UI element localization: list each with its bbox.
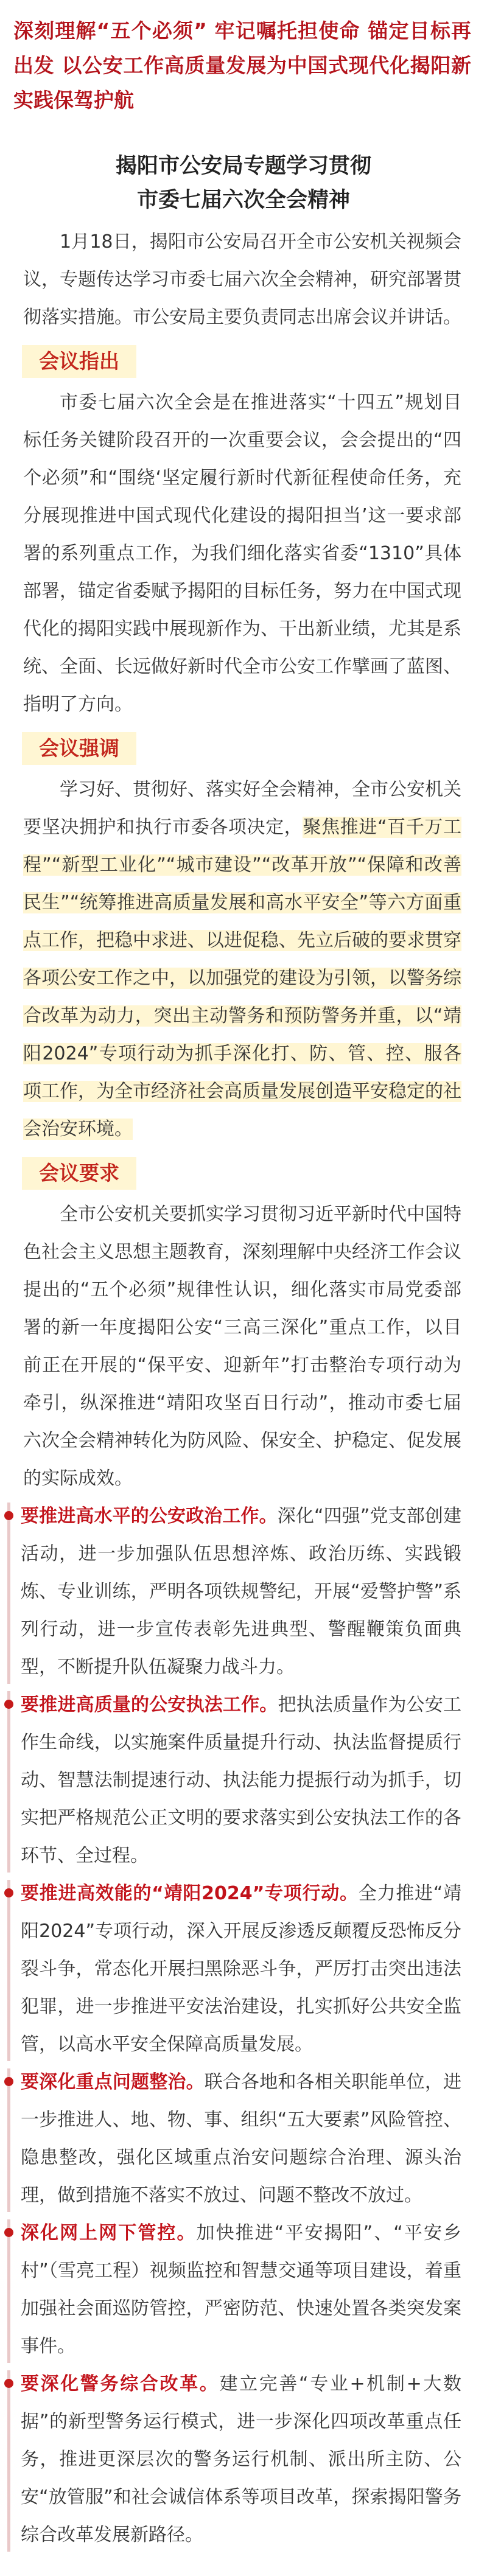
requirement-item [7, 2215, 461, 2365]
requirement-lead: 要推进高效能的“靖阳2024”专项行动。 [21, 1883, 359, 1904]
subheading-line-1: 揭阳市公安局专题学习贯彻 [115, 154, 371, 178]
requirement-lead: 要深化警务综合改革。 [21, 2373, 220, 2395]
timeline-rail [7, 1691, 10, 1873]
bullet-dot-icon [4, 1700, 13, 1709]
headline: 深刻理解“五个必须” 牢记嘱托担使命 锚定目标再出发 以公安工作高质量发展为中国式现代化揭阳新实践保驾护航 [13, 19, 471, 112]
timeline-rail [7, 1880, 10, 2061]
requirement-item [7, 1875, 461, 2064]
emphasis-text: 学习好、贯彻好、落实好全会精神，全市公安机关要坚决拥护和执行市委各项决定， [23, 779, 461, 838]
bullet-dot-icon [4, 2228, 13, 2237]
requirement-item [7, 1498, 461, 1686]
bullet-dot-icon [4, 2077, 13, 2086]
timeline-rail [7, 2219, 10, 2363]
requirement-text: 深化“四强”党支部创建活动，进一步加强队伍思想淬炼、政治历练、实践锻炼、专业训练，严明各项铁规警纪，开展“爱警护警”系列行动，进一步宣传表彰先进典型、警醒鞭策负面典型，不断提升队伍凝聚力战斗力。 [21, 1506, 461, 1678]
requirement-lead: 要推进高水平的公安政治工作。 [21, 1506, 278, 1527]
emphasis-paragraph [0, 771, 487, 1148]
section-tag-emphasis: 会议强调 [22, 732, 136, 765]
timeline-rail [7, 2370, 10, 2552]
bullet-dot-icon [4, 2379, 13, 2388]
emphasis-highlight-text: 聚焦推进“百千万工程”“新型工业化”“城市建设”“改革开放”“保障和改善民生”“统筹推进高质量发展和高水平安全”等六方面重点工作，把稳中求进、以进促稳、先立后破的要求贯穿各项公安工作之中，以加强党的建设为引领，以警务综合改革为动力，突出主动警务和预防警务并重，以“靖阳2024”专项行动为抓手深化打、防、管、控、服各项工作，为全市经济社会高质量发展创造平安稳定的社会治安环境。 [23, 817, 462, 1140]
bullet-dot-icon [4, 1888, 13, 1897]
requirement-text: 全力推进“靖阳2024”专项行动，深入开展反渗透反颠覆反恐怖反分裂斗争，常态化开展扫黑除恶斗争，严厉打击突出违法犯罪，进一步推进平安法治建设，扎实抓好公共安全监管，以高水平安全保障高质量发展。 [21, 1883, 462, 2055]
section-tag-points: 会议指出 [22, 345, 136, 378]
requirement-lead: 深化网上网下管控。 [21, 2222, 197, 2244]
requirement-item [7, 2365, 461, 2554]
intro-paragraph: 1月18日，揭阳市公安局召开全市公安机关视频会议，专题传达学习市委七届六次全会精神，研究部署贯彻落实措施。市公安局主要负责同志出席会议并讲话。 [23, 231, 461, 328]
timeline-rail [7, 1503, 10, 1684]
timeline-rail [7, 2068, 10, 2212]
subheading-block [0, 149, 487, 217]
section-tag-requirements: 会议要求 [22, 1157, 136, 1190]
requirement-item [7, 1686, 461, 1875]
requirement-text: 加快推进“平安揭阳”、“平安乡村”（雪亮工程）视频监控和智慧交通等项目建设，着重加强社会面巡防管控，严密防范、快速处置各类突发案事件。 [21, 2222, 461, 2357]
requirement-text: 把执法质量作为公安工作生命线，以实施案件质量提升行动、执法监督提质行动、智慧法制提速行动、执法能力提振行动为抓手，切实把严格规范公正文明的要求落实到公安执法工作的各环节、全过程。 [21, 1694, 462, 1866]
bullet-dot-icon [4, 1511, 13, 1520]
requirement-lead: 要推进高质量的公安执法工作。 [21, 1694, 278, 1716]
requirements-paragraph: 全市公安机关要抓实学习贯彻习近平新时代中国特色社会主义思想主题教育，深刻理解中央经济工作会议提出的“五个必须”规律性认识，细化落实市局党委部署的新一年度揭阳公安“三高三深化”重点工作，以目前正在开展的“保平安、迎新年”打击整治专项行动为牵引，纵深推进“靖阳攻坚百日行动”，推动市委七届六次全会精神转化为防风险、保安全、护稳定、促发展的实际成效。 [23, 1204, 461, 1489]
requirement-text: 联合各地和各相关职能单位，进一步推进人、地、物、事、组织“五大要素”风险管控、隐患整改，强化区域重点治安问题综合治理、源头治理，做到措施不落实不放过、问题不整改不放过。 [21, 2072, 462, 2206]
requirement-item [7, 2064, 461, 2215]
subheading-line-2: 市委七届六次全会精神 [136, 188, 350, 212]
points-paragraph: 市委七届六次全会是在推进落实“十四五”规划目标任务关键阶段召开的一次重要会议，会会提出的“四个必须”和“围绕‘坚定履行新时代新征程使命任务，充分展现推进中国式现代化建设的揭阳担当’这一要求部署的系列重点工作，为我们细化落实省委“1310”具体部署，锚定省委赋予揭阳的目标任务，努力在中国式现代化的揭阳实践中展现新作为、干出新业绩，尤其是系统、全面、长远做好新时代全市公安工作擘画了蓝图、指明了方向。 [23, 392, 461, 715]
requirement-lead: 要深化重点问题整治。 [21, 2072, 205, 2093]
requirement-text: 建立完善“专业+机制+大数据”的新型警务运行模式，进一步深化四项改革重点任务，推进更深层次的警务运行机制、派出所主防、公安“放管服”和社会诚信体系等项目改革，探索揭阳警务综合改革发展新路径。 [21, 2373, 461, 2546]
